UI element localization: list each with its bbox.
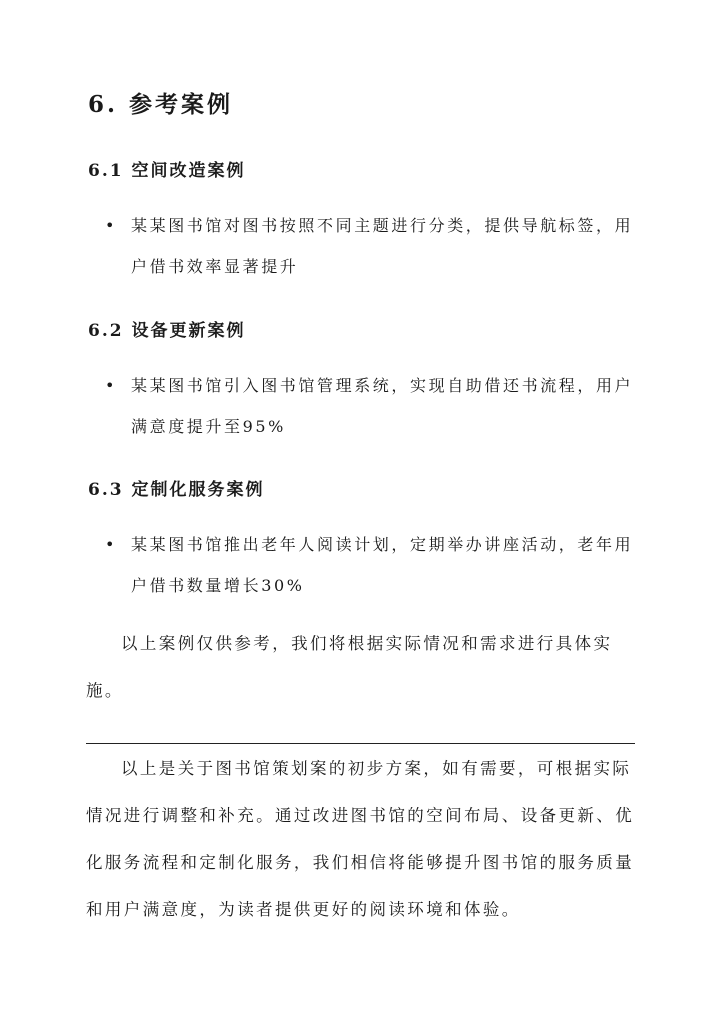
divider-line: [86, 743, 635, 744]
subsection-heading-6-2: 6.2 设备更新案例: [88, 321, 246, 341]
subsection-heading-6-3: 6.3 定制化服务案例: [88, 480, 265, 500]
bullet-text: 某某图书馆引入图书馆管理系统，实现自助借还书流程，用户满意度提升至95%: [131, 376, 634, 436]
bullet-dot-icon: •: [105, 376, 118, 395]
conclusion-paragraph: 以上是关于图书馆策划案的初步方案，如有需要，可根据实际情况进行调整和补充。通过改进图书馆的空间布局、设备更新、优化服务流程和定制化服务，我们相信将能够提升图书馆的服务质量和用户满意度，为读者提供更好的阅读环境和体验。: [86, 759, 635, 919]
bullet-text: 某某图书馆对图书按照不同主题进行分类，提供导航标签，用户借书效率显著提升: [131, 216, 634, 276]
bullet-text: 某某图书馆推出老年人阅读计划，定期举办讲座活动，老年用户借书数量增长30%: [131, 535, 634, 595]
bullet-item-6-2: [105, 365, 645, 447]
section-title: 6. 参考案例: [88, 91, 234, 118]
bullet-dot-icon: •: [105, 216, 118, 235]
closing-note: 以上案例仅供参考，我们将根据实际情况和需求进行具体实施。: [86, 634, 613, 700]
bullet-dot-icon: •: [105, 535, 118, 554]
bullet-item-6-3: [105, 524, 645, 606]
bullet-item-6-1: [105, 205, 645, 287]
subsection-heading-6-1: 6.1 空间改造案例: [88, 161, 246, 181]
